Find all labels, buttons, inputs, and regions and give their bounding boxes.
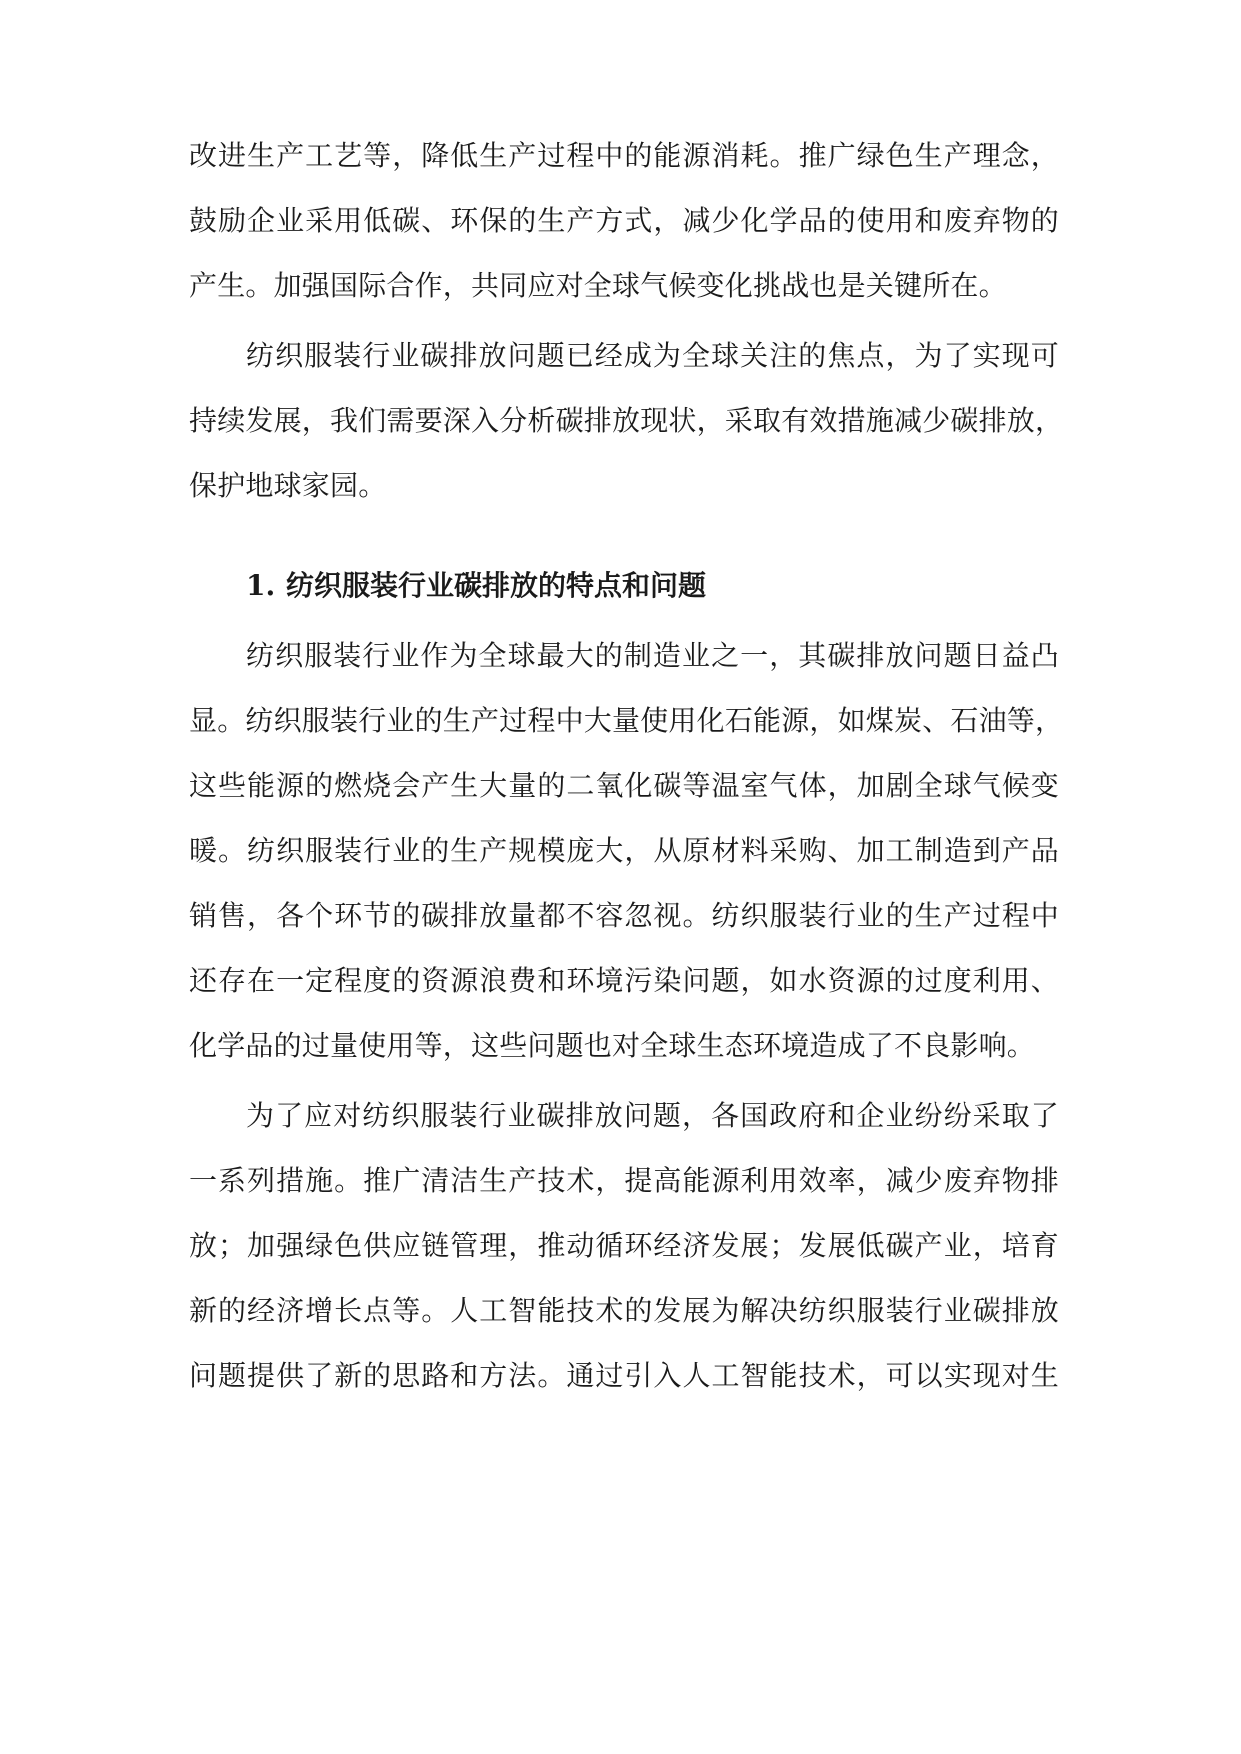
paragraph-line: 这些能源的燃烧会产生大量的二氧化碳等温室气体，加剧全球气候变 [189, 769, 1059, 802]
paragraph-line: 产生。加强国际合作，共同应对全球气候变化挑战也是关键所在。 [189, 269, 1007, 302]
paragraph-line: 纺织服装行业作为全球最大的制造业之一，其碳排放问题日益凸 [246, 639, 1059, 672]
paragraph-line: 持续发展，我们需要深入分析碳排放现状，采取有效措施减少碳排放， [189, 404, 1064, 437]
paragraph-line: 改进生产工艺等，降低生产过程中的能源消耗。推广绿色生产理念， [189, 139, 1059, 172]
paragraph-line: 鼓励企业采用低碳、环保的生产方式，减少化学品的使用和废弃物的 [189, 204, 1059, 237]
paragraph-line: 显。纺织服装行业的生产过程中大量使用化石能源，如煤炭、石油等， [189, 704, 1064, 737]
paragraph-line: 保护地球家园。 [189, 469, 387, 502]
paragraph-line: 放；加强绿色供应链管理，推动循环经济发展；发展低碳产业，培育 [189, 1229, 1059, 1262]
section-number: 1. [246, 569, 276, 602]
paragraph-line: 暖。纺织服装行业的生产规模庞大，从原材料采购、加工制造到产品 [189, 834, 1059, 867]
section-heading [246, 566, 1059, 606]
paragraph-line: 还存在一定程度的资源浪费和环境污染问题，如水资源的过度利用、 [189, 964, 1059, 997]
paragraph-line: 新的经济增长点等。人工智能技术的发展为解决纺织服装行业碳排放 [189, 1294, 1059, 1327]
paragraph-line: 化学品的过量使用等，这些问题也对全球生态环境造成了不良影响。 [189, 1029, 1036, 1062]
paragraph-line: 纺织服装行业碳排放问题已经成为全球关注的焦点，为了实现可 [246, 339, 1059, 372]
paragraph-line: 一系列措施。推广清洁生产技术，提高能源利用效率，减少废弃物排 [189, 1164, 1059, 1197]
paragraph-line: 问题提供了新的思路和方法。通过引入人工智能技术，可以实现对生 [189, 1359, 1059, 1392]
paragraph-line: 销售，各个环节的碳排放量都不容忽视。纺织服装行业的生产过程中 [189, 899, 1059, 932]
section-title: 纺织服装行业碳排放的特点和问题 [286, 569, 707, 602]
paragraph-line: 为了应对纺织服装行业碳排放问题，各国政府和企业纷纷采取了 [246, 1099, 1059, 1132]
